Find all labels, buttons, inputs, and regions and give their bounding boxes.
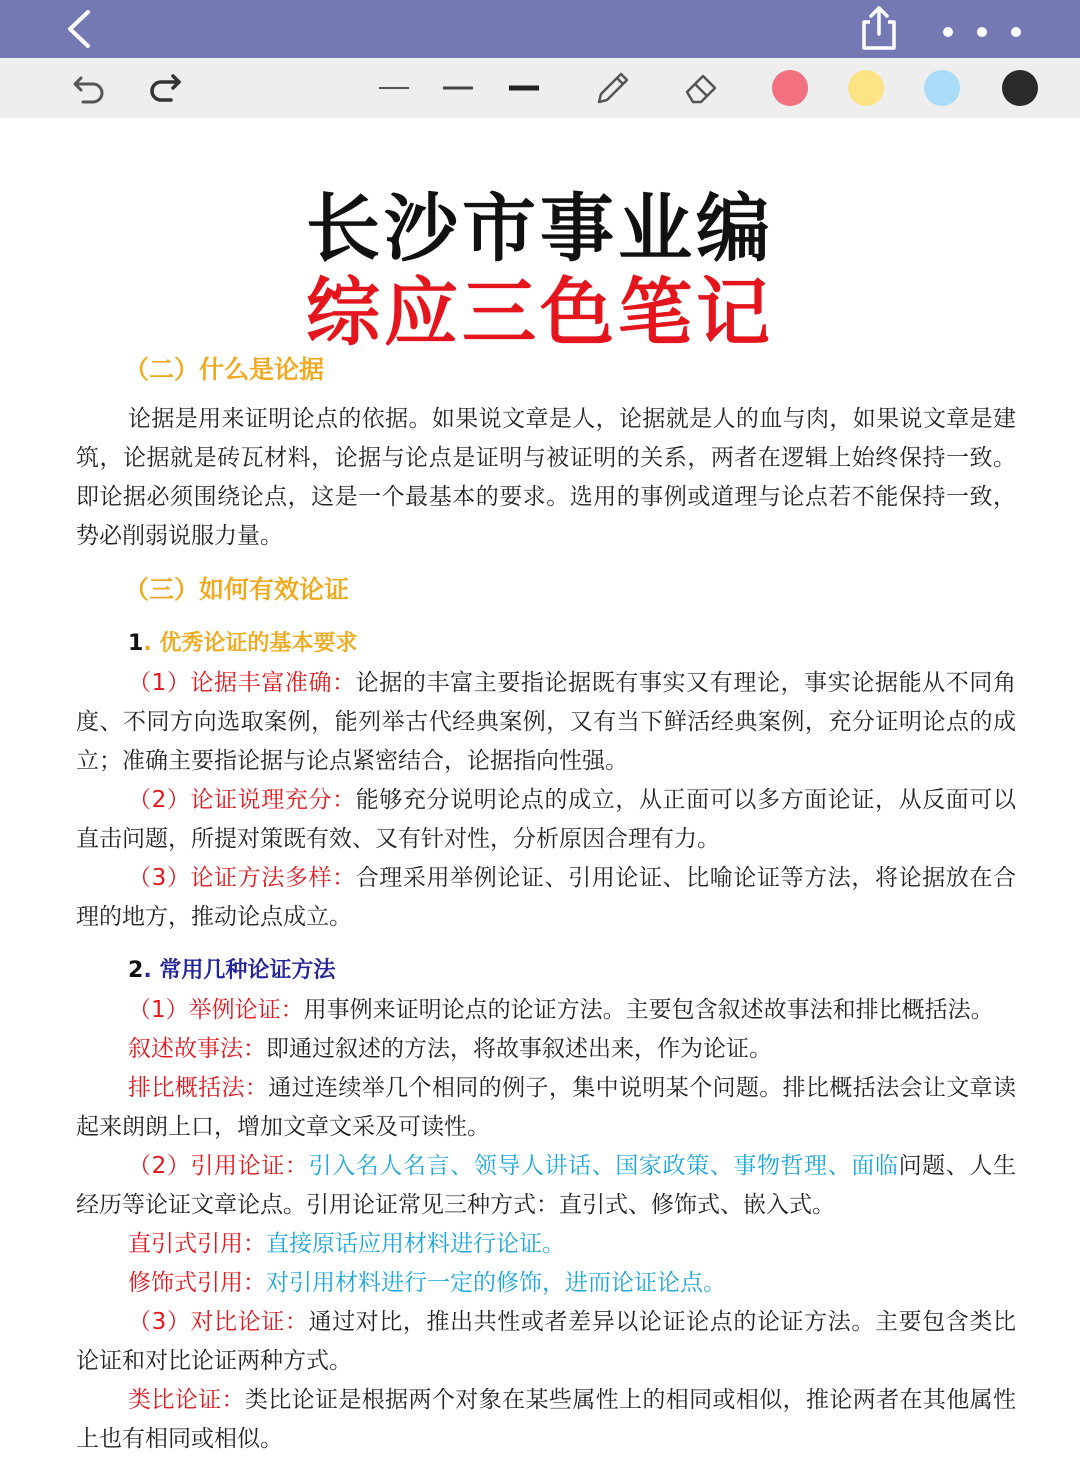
method-3 [76, 1303, 1016, 1381]
color-yellow-button[interactable] [846, 58, 886, 118]
black-swatch [1002, 70, 1038, 106]
pink-swatch [772, 70, 808, 106]
method-2a [76, 1225, 1016, 1264]
section-heading-2: （二）什么是论据 [124, 355, 325, 384]
pencil-icon [591, 66, 635, 110]
requirement-1-text: 论据的丰富主要指论据既有事实又有理论，事实论据能从不同角度、不同方向选取案例，能列举古代经典案例，又有当下鲜活经典案例，充分证明论点的成立；准确主要指论据与论点紧密结合，论据指向性强。 [76, 670, 1017, 774]
subheading-2-number: 2 [128, 958, 144, 983]
method-2-label: （2）引用论证： [128, 1153, 309, 1179]
medium-line-icon [441, 83, 475, 93]
requirement-3-label: （3）论证方法多样： [128, 865, 356, 891]
thin-line-button[interactable] [374, 58, 414, 118]
method-2a-text: 直接原话应用材料进行论证。 [266, 1231, 565, 1257]
note-content [76, 350, 1016, 1459]
requirement-3 [76, 859, 1016, 937]
method-3-label: （3）对比论证： [128, 1309, 309, 1335]
requirement-1-label: （1）论据丰富准确： [128, 670, 356, 696]
thin-line-icon [377, 83, 411, 93]
more-icon[interactable] [930, 14, 1040, 48]
thick-line-icon [507, 83, 541, 93]
method-2b-text: 对引用材料进行一定的修饰，进而论证论点。 [266, 1270, 726, 1296]
top-nav-bar [0, 0, 1080, 58]
subheading-1-number: 1 [128, 631, 144, 656]
back-icon[interactable] [58, 6, 104, 52]
lightblue-swatch [924, 70, 960, 106]
subheading-1 [128, 624, 1016, 664]
yellow-swatch [848, 70, 884, 106]
eraser-button[interactable] [676, 58, 726, 118]
note-page [0, 118, 1080, 1452]
redo-button[interactable] [140, 58, 190, 118]
method-2b [76, 1264, 1016, 1303]
requirement-2-label: （2）论证说理充分： [128, 787, 356, 813]
redo-icon [145, 68, 185, 108]
method-2b-label: 修饰式引用： [128, 1270, 266, 1296]
undo-icon [69, 68, 109, 108]
section-heading-3: （三）如何有效论证 [124, 575, 350, 604]
method-3a-label: 类比论证： [128, 1387, 245, 1413]
share-icon[interactable] [856, 2, 902, 54]
method-1-label: （1）举例论证： [128, 997, 304, 1023]
method-1b [76, 1069, 1016, 1147]
requirement-3-text: 合理采用举例论证、引用论证、比喻论证等方法，将论据放在合理的地方，推动论点成立。 [76, 865, 1017, 930]
subheading-2 [128, 951, 1016, 991]
method-3a-text: 类比论证是根据两个对象在某些属性上的相同或相似，推论两者在其他属性上也有相同或相似。 [76, 1387, 1017, 1452]
method-3-text: 通过对比，推出共性或者差异以论证论点的论证方法。主要包含类比论证和对比论证两种方式。 [76, 1309, 1016, 1374]
drawing-toolbar [0, 58, 1080, 118]
method-1a-label: 叙述故事法： [128, 1036, 266, 1062]
requirement-1 [76, 664, 1016, 781]
medium-line-button[interactable] [438, 58, 478, 118]
thick-line-button[interactable] [504, 58, 544, 118]
subheading-1-label: . 优秀论证的基本要求 [143, 631, 358, 656]
undo-button[interactable] [64, 58, 114, 118]
method-1a [76, 1030, 1016, 1069]
method-2-text: 问题、人生经历等论证文章论点。引用论证常见三种方式：直引式、修饰式、嵌入式。 [76, 1153, 1016, 1218]
method-1b-label: 排比概括法： [128, 1075, 269, 1101]
subheading-2-label: . 常用几种论证方法 [143, 958, 336, 983]
method-2-highlight: 引入名人名言、领导人讲话、国家政策、事物哲理、面临 [308, 1153, 899, 1179]
requirement-2-text: 能够充分说明论点的成立，从正面可以多方面论证，从反面可以直击问题，所提对策既有效、又有针对性，分析原因合理有力。 [76, 787, 1017, 852]
requirement-2 [76, 781, 1016, 859]
method-2 [76, 1147, 1016, 1225]
color-pink-button[interactable] [770, 58, 810, 118]
method-1-text: 用事例来证明论点的论证方法。主要包含叙述故事法和排比概括法。 [303, 997, 994, 1023]
pencil-button[interactable] [588, 58, 638, 118]
method-1 [76, 991, 1016, 1030]
method-3a [76, 1381, 1016, 1459]
method-1a-text: 即通过叙述的方法，将故事叙述出来，作为论证。 [266, 1036, 772, 1062]
color-black-button[interactable] [1000, 58, 1040, 118]
title-line-1: 长沙市事业编 [306, 186, 774, 272]
eraser-icon [679, 66, 723, 110]
color-lightblue-button[interactable] [922, 58, 962, 118]
section-2-paragraph: 论据是用来证明论点的依据。如果说文章是人，论据就是人的血与肉，如果说文章是建筑，论据就是砖瓦材料，论据与论点是证明与被证明的关系，两者在逻辑上始终保持一致。即论据必须围绕论点，这是一个最基本的要求。选用的事例或道理与论点若不能保持一致，势必削弱说服力量。 [76, 406, 1016, 549]
title-line-2: 综应三色笔记 [306, 270, 774, 356]
method-2a-label: 直引式引用： [128, 1231, 266, 1257]
method-1b-text: 通过连续举几个相同的例子，集中说明某个问题。排比概括法会让文章读起来朗朗上口，增加文章文采及可读性。 [76, 1075, 1017, 1140]
